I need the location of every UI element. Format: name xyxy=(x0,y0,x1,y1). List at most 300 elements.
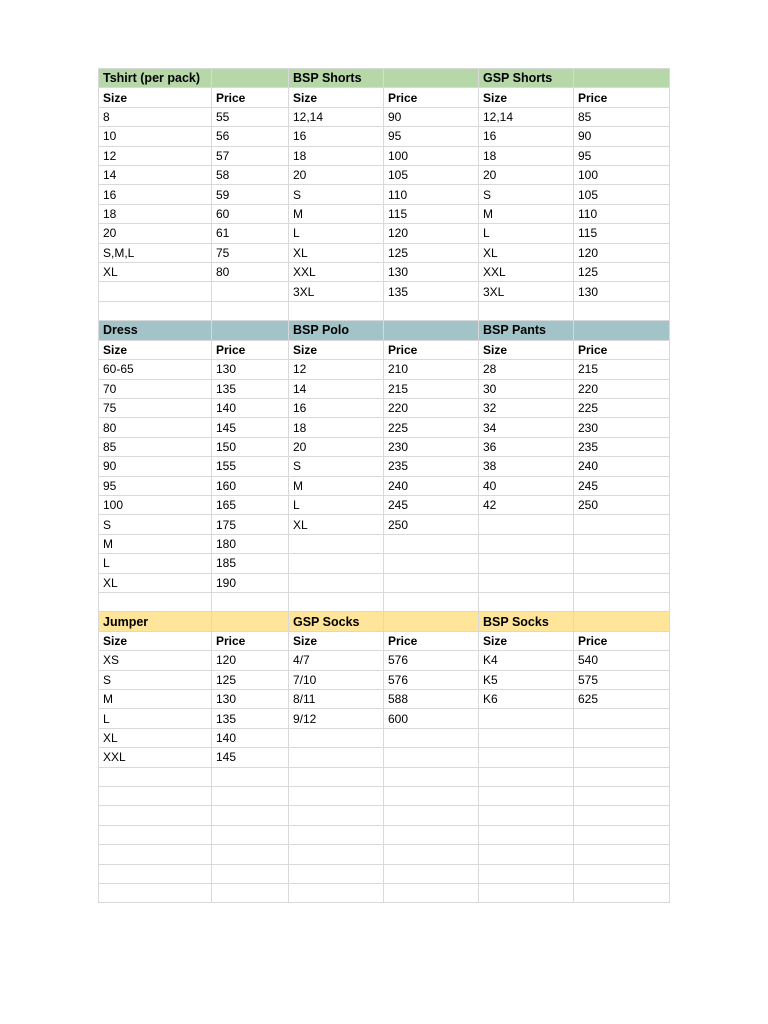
size-cell[interactable]: XL xyxy=(99,728,212,747)
size-cell[interactable]: K4 xyxy=(479,651,574,670)
empty-cell[interactable] xyxy=(479,592,574,611)
empty-cell[interactable] xyxy=(479,534,574,553)
empty-cell[interactable] xyxy=(99,825,212,844)
size-cell[interactable]: S xyxy=(479,185,574,204)
empty-cell[interactable] xyxy=(289,787,384,806)
price-cell[interactable]: 230 xyxy=(384,437,479,456)
price-cell[interactable]: 120 xyxy=(384,224,479,243)
price-cell[interactable]: 576 xyxy=(384,670,479,689)
price-cell[interactable]: 245 xyxy=(574,476,670,495)
empty-row xyxy=(99,787,670,806)
empty-cell[interactable] xyxy=(479,845,574,864)
price-column-header[interactable]: Price xyxy=(212,88,289,107)
empty-cell[interactable] xyxy=(212,282,289,301)
size-cell[interactable]: 95 xyxy=(99,476,212,495)
size-cell[interactable]: M xyxy=(99,534,212,553)
price-cell[interactable]: 155 xyxy=(212,457,289,476)
size-cell[interactable]: XXL xyxy=(479,263,574,282)
category-header-fill-cell[interactable] xyxy=(212,69,289,88)
price-cell[interactable]: 140 xyxy=(212,728,289,747)
price-column-header[interactable]: Price xyxy=(212,340,289,359)
table-row xyxy=(99,360,670,379)
table-row xyxy=(99,166,670,185)
price-cell[interactable]: 90 xyxy=(384,107,479,126)
empty-cell[interactable] xyxy=(289,534,384,553)
empty-cell[interactable] xyxy=(289,806,384,825)
size-cell[interactable]: 14 xyxy=(289,379,384,398)
table-row xyxy=(99,515,670,534)
price-cell[interactable]: 250 xyxy=(574,495,670,514)
price-cell[interactable]: 120 xyxy=(212,651,289,670)
empty-cell[interactable] xyxy=(212,787,289,806)
price-cell[interactable]: 135 xyxy=(212,379,289,398)
size-cell[interactable]: XXL xyxy=(289,263,384,282)
empty-cell[interactable] xyxy=(212,592,289,611)
size-cell[interactable]: 9/12 xyxy=(289,709,384,728)
size-cell[interactable]: 12,14 xyxy=(289,107,384,126)
spacer-row xyxy=(99,592,670,611)
price-cell[interactable]: 130 xyxy=(212,690,289,709)
empty-cell[interactable] xyxy=(212,767,289,786)
category-header-fill-cell[interactable] xyxy=(574,321,670,340)
category-title-cell[interactable]: Dress xyxy=(99,321,212,340)
price-cell[interactable]: 175 xyxy=(212,515,289,534)
empty-cell[interactable] xyxy=(384,825,479,844)
size-cell[interactable]: 100 xyxy=(99,495,212,514)
column-label-row xyxy=(99,631,670,650)
size-cell[interactable]: M xyxy=(479,204,574,223)
category-header-row xyxy=(99,321,670,340)
price-cell[interactable]: 60 xyxy=(212,204,289,223)
size-cell[interactable]: XL xyxy=(289,243,384,262)
empty-cell[interactable] xyxy=(289,554,384,573)
size-cell[interactable]: 18 xyxy=(289,146,384,165)
empty-cell[interactable] xyxy=(479,709,574,728)
category-header-fill-cell[interactable] xyxy=(212,612,289,631)
price-cell[interactable]: 215 xyxy=(574,360,670,379)
size-cell[interactable]: XXL xyxy=(99,748,212,767)
price-cell[interactable]: 120 xyxy=(574,243,670,262)
size-cell[interactable]: 10 xyxy=(99,127,212,146)
price-cell[interactable]: 95 xyxy=(574,146,670,165)
size-column-header[interactable]: Size xyxy=(99,340,212,359)
size-cell[interactable]: S xyxy=(99,670,212,689)
empty-cell[interactable] xyxy=(384,787,479,806)
size-cell[interactable]: K5 xyxy=(479,670,574,689)
empty-cell[interactable] xyxy=(574,767,670,786)
category-header-row xyxy=(99,69,670,88)
price-cell[interactable]: 145 xyxy=(212,748,289,767)
price-cell[interactable]: 135 xyxy=(212,709,289,728)
price-cell[interactable]: 130 xyxy=(212,360,289,379)
empty-cell[interactable] xyxy=(99,864,212,883)
empty-cell[interactable] xyxy=(384,534,479,553)
table-row xyxy=(99,204,670,223)
empty-cell[interactable] xyxy=(384,728,479,747)
size-cell[interactable]: M xyxy=(289,204,384,223)
size-cell[interactable]: L xyxy=(289,495,384,514)
empty-cell[interactable] xyxy=(384,573,479,592)
table-row xyxy=(99,379,670,398)
price-cell[interactable]: 110 xyxy=(384,185,479,204)
empty-cell[interactable] xyxy=(384,884,479,903)
table-row xyxy=(99,398,670,417)
table-row xyxy=(99,224,670,243)
price-cell[interactable]: 95 xyxy=(384,127,479,146)
category-title-cell[interactable]: Tshirt (per pack) xyxy=(99,69,212,88)
price-sheet xyxy=(98,68,670,903)
category-title-cell[interactable]: BSP Socks xyxy=(479,612,574,631)
empty-cell[interactable] xyxy=(384,748,479,767)
empty-cell[interactable] xyxy=(479,864,574,883)
price-cell[interactable]: 145 xyxy=(212,418,289,437)
empty-cell[interactable] xyxy=(384,554,479,573)
price-cell[interactable]: 240 xyxy=(384,476,479,495)
empty-cell[interactable] xyxy=(99,787,212,806)
price-cell[interactable]: 57 xyxy=(212,146,289,165)
price-cell[interactable]: 100 xyxy=(384,146,479,165)
empty-cell[interactable] xyxy=(384,767,479,786)
empty-cell[interactable] xyxy=(289,845,384,864)
price-column-header[interactable]: Price xyxy=(574,340,670,359)
size-column-header[interactable]: Size xyxy=(479,88,574,107)
price-cell[interactable]: 59 xyxy=(212,185,289,204)
price-column-header[interactable]: Price xyxy=(212,631,289,650)
price-cell[interactable]: 165 xyxy=(212,495,289,514)
table-row xyxy=(99,476,670,495)
price-cell[interactable]: 56 xyxy=(212,127,289,146)
empty-cell[interactable] xyxy=(99,301,212,320)
size-column-header[interactable]: Size xyxy=(479,631,574,650)
price-cell[interactable]: 235 xyxy=(384,457,479,476)
size-cell[interactable]: 80 xyxy=(99,418,212,437)
table-row xyxy=(99,690,670,709)
empty-row xyxy=(99,825,670,844)
category-title-cell[interactable]: GSP Shorts xyxy=(479,69,574,88)
empty-cell[interactable] xyxy=(574,825,670,844)
price-cell[interactable]: 190 xyxy=(212,573,289,592)
size-column-header[interactable]: Size xyxy=(289,340,384,359)
empty-row xyxy=(99,767,670,786)
price-cell[interactable]: 160 xyxy=(212,476,289,495)
table-row xyxy=(99,282,670,301)
price-cell[interactable]: 225 xyxy=(574,398,670,417)
empty-cell[interactable] xyxy=(212,845,289,864)
size-cell[interactable]: 38 xyxy=(479,457,574,476)
empty-cell[interactable] xyxy=(212,806,289,825)
table-row xyxy=(99,748,670,767)
price-cell[interactable]: 90 xyxy=(574,127,670,146)
size-cell[interactable]: 30 xyxy=(479,379,574,398)
empty-cell[interactable] xyxy=(479,787,574,806)
empty-cell[interactable] xyxy=(479,728,574,747)
price-cell[interactable]: 225 xyxy=(384,418,479,437)
size-cell[interactable]: 28 xyxy=(479,360,574,379)
table-row xyxy=(99,651,670,670)
table-row xyxy=(99,670,670,689)
empty-cell[interactable] xyxy=(574,515,670,534)
price-cell[interactable]: 85 xyxy=(574,107,670,126)
empty-cell[interactable] xyxy=(574,592,670,611)
size-cell[interactable]: S,M,L xyxy=(99,243,212,262)
size-cell[interactable]: 8 xyxy=(99,107,212,126)
table-row xyxy=(99,495,670,514)
size-cell[interactable]: 85 xyxy=(99,437,212,456)
empty-cell[interactable] xyxy=(574,301,670,320)
price-cell[interactable]: 180 xyxy=(212,534,289,553)
empty-cell[interactable] xyxy=(289,884,384,903)
size-cell[interactable]: 16 xyxy=(289,127,384,146)
empty-cell[interactable] xyxy=(289,864,384,883)
price-cell[interactable]: 80 xyxy=(212,263,289,282)
size-cell[interactable]: 16 xyxy=(99,185,212,204)
size-column-header[interactable]: Size xyxy=(479,340,574,359)
empty-cell[interactable] xyxy=(574,728,670,747)
price-cell[interactable]: 125 xyxy=(384,243,479,262)
table-row xyxy=(99,243,670,262)
table-row xyxy=(99,534,670,553)
category-title-cell[interactable]: Jumper xyxy=(99,612,212,631)
size-cell[interactable]: M xyxy=(99,690,212,709)
size-cell[interactable]: 20 xyxy=(289,437,384,456)
empty-cell[interactable] xyxy=(99,282,212,301)
table-row xyxy=(99,418,670,437)
empty-cell[interactable] xyxy=(212,884,289,903)
empty-cell[interactable] xyxy=(289,301,384,320)
price-cell[interactable]: 105 xyxy=(384,166,479,185)
size-cell[interactable]: 18 xyxy=(99,204,212,223)
price-cell[interactable]: 115 xyxy=(384,204,479,223)
size-cell[interactable]: 75 xyxy=(99,398,212,417)
category-title-cell[interactable]: BSP Shorts xyxy=(289,69,384,88)
empty-cell[interactable] xyxy=(574,806,670,825)
size-cell[interactable]: L xyxy=(289,224,384,243)
price-cell[interactable]: 210 xyxy=(384,360,479,379)
empty-cell[interactable] xyxy=(384,806,479,825)
size-cell[interactable]: 60-65 xyxy=(99,360,212,379)
size-cell[interactable]: 12 xyxy=(99,146,212,165)
empty-cell[interactable] xyxy=(289,728,384,747)
size-cell[interactable]: 20 xyxy=(99,224,212,243)
price-cell[interactable]: 100 xyxy=(574,166,670,185)
table-row xyxy=(99,457,670,476)
size-cell[interactable]: 3XL xyxy=(289,282,384,301)
price-cell[interactable]: 600 xyxy=(384,709,479,728)
price-cell[interactable]: 575 xyxy=(574,670,670,689)
price-column-header[interactable]: Price xyxy=(384,631,479,650)
empty-cell[interactable] xyxy=(289,573,384,592)
price-column-header[interactable]: Price xyxy=(384,88,479,107)
empty-cell[interactable] xyxy=(212,825,289,844)
size-cell[interactable]: S xyxy=(289,185,384,204)
column-label-row xyxy=(99,340,670,359)
empty-cell[interactable] xyxy=(479,748,574,767)
size-cell[interactable]: M xyxy=(289,476,384,495)
empty-cell[interactable] xyxy=(99,806,212,825)
table-row xyxy=(99,127,670,146)
size-column-header[interactable]: Size xyxy=(99,631,212,650)
price-cell[interactable]: 55 xyxy=(212,107,289,126)
empty-cell[interactable] xyxy=(384,845,479,864)
empty-cell[interactable] xyxy=(574,845,670,864)
size-cell[interactable]: 20 xyxy=(479,166,574,185)
size-column-header[interactable]: Size xyxy=(289,88,384,107)
size-cell[interactable]: 8/11 xyxy=(289,690,384,709)
price-cell[interactable]: 140 xyxy=(212,398,289,417)
size-cell[interactable]: L xyxy=(99,554,212,573)
size-cell[interactable]: XL xyxy=(479,243,574,262)
table-row xyxy=(99,437,670,456)
price-column-header[interactable]: Price xyxy=(574,631,670,650)
size-cell[interactable]: XL xyxy=(99,263,212,282)
size-cell[interactable]: 20 xyxy=(289,166,384,185)
price-cell[interactable]: 130 xyxy=(574,282,670,301)
empty-cell[interactable] xyxy=(99,767,212,786)
empty-cell[interactable] xyxy=(479,301,574,320)
size-cell[interactable]: S xyxy=(289,457,384,476)
empty-row xyxy=(99,864,670,883)
table-row xyxy=(99,146,670,165)
price-cell[interactable]: 240 xyxy=(574,457,670,476)
price-cell[interactable]: 150 xyxy=(212,437,289,456)
empty-cell[interactable] xyxy=(212,864,289,883)
size-cell[interactable]: 90 xyxy=(99,457,212,476)
price-cell[interactable]: 61 xyxy=(212,224,289,243)
size-cell[interactable]: 36 xyxy=(479,437,574,456)
table-row xyxy=(99,185,670,204)
empty-cell[interactable] xyxy=(479,554,574,573)
size-cell[interactable]: K6 xyxy=(479,690,574,709)
empty-cell[interactable] xyxy=(574,884,670,903)
size-column-header[interactable]: Size xyxy=(99,88,212,107)
empty-cell[interactable] xyxy=(574,554,670,573)
size-cell[interactable]: 40 xyxy=(479,476,574,495)
size-cell[interactable]: 42 xyxy=(479,495,574,514)
size-cell[interactable]: 7/10 xyxy=(289,670,384,689)
price-cell[interactable]: 110 xyxy=(574,204,670,223)
price-cell[interactable]: 125 xyxy=(574,263,670,282)
size-cell[interactable]: L xyxy=(99,709,212,728)
category-title-cell[interactable]: BSP Polo xyxy=(289,321,384,340)
price-cell[interactable]: 588 xyxy=(384,690,479,709)
empty-cell[interactable] xyxy=(384,864,479,883)
price-cell[interactable]: 540 xyxy=(574,651,670,670)
table-row xyxy=(99,263,670,282)
empty-row xyxy=(99,806,670,825)
price-cell[interactable]: 115 xyxy=(574,224,670,243)
empty-cell[interactable] xyxy=(574,748,670,767)
category-header-fill-cell[interactable] xyxy=(574,69,670,88)
empty-cell[interactable] xyxy=(479,806,574,825)
price-cell[interactable]: 185 xyxy=(212,554,289,573)
price-cell[interactable]: 105 xyxy=(574,185,670,204)
empty-cell[interactable] xyxy=(574,864,670,883)
table-row xyxy=(99,573,670,592)
empty-cell[interactable] xyxy=(479,825,574,844)
price-cell[interactable]: 75 xyxy=(212,243,289,262)
size-cell[interactable]: 14 xyxy=(99,166,212,185)
category-title-cell[interactable]: GSP Socks xyxy=(289,612,384,631)
category-header-row xyxy=(99,612,670,631)
size-cell[interactable]: 18 xyxy=(479,146,574,165)
empty-cell[interactable] xyxy=(574,534,670,553)
empty-cell[interactable] xyxy=(479,573,574,592)
price-cell[interactable]: 58 xyxy=(212,166,289,185)
size-cell[interactable]: 18 xyxy=(289,418,384,437)
category-header-fill-cell[interactable] xyxy=(212,321,289,340)
size-cell[interactable]: XS xyxy=(99,651,212,670)
category-title-cell[interactable]: BSP Pants xyxy=(479,321,574,340)
table-row xyxy=(99,709,670,728)
empty-cell[interactable] xyxy=(384,592,479,611)
empty-row xyxy=(99,845,670,864)
price-cell[interactable]: 235 xyxy=(574,437,670,456)
table-row xyxy=(99,107,670,126)
size-cell[interactable]: 70 xyxy=(99,379,212,398)
category-header-fill-cell[interactable] xyxy=(384,321,479,340)
table-row xyxy=(99,728,670,747)
price-cell[interactable]: 250 xyxy=(384,515,479,534)
table-row xyxy=(99,554,670,573)
size-cell[interactable]: 12,14 xyxy=(479,107,574,126)
empty-cell[interactable] xyxy=(212,301,289,320)
size-cell[interactable]: 32 xyxy=(479,398,574,417)
size-cell[interactable]: 12 xyxy=(289,360,384,379)
empty-cell[interactable] xyxy=(289,592,384,611)
price-cell[interactable]: 130 xyxy=(384,263,479,282)
empty-cell[interactable] xyxy=(289,748,384,767)
empty-cell[interactable] xyxy=(479,515,574,534)
price-cell[interactable]: 220 xyxy=(574,379,670,398)
size-cell[interactable]: S xyxy=(99,515,212,534)
price-cell[interactable]: 215 xyxy=(384,379,479,398)
empty-cell[interactable] xyxy=(384,301,479,320)
size-column-header[interactable]: Size xyxy=(289,631,384,650)
price-cell[interactable]: 230 xyxy=(574,418,670,437)
size-cell[interactable]: XL xyxy=(99,573,212,592)
category-header-fill-cell[interactable] xyxy=(384,612,479,631)
size-cell[interactable]: 3XL xyxy=(479,282,574,301)
price-cell[interactable]: 220 xyxy=(384,398,479,417)
size-cell[interactable]: XL xyxy=(289,515,384,534)
spacer-row xyxy=(99,301,670,320)
empty-cell[interactable] xyxy=(479,884,574,903)
price-cell[interactable]: 625 xyxy=(574,690,670,709)
price-column-header[interactable]: Price xyxy=(384,340,479,359)
size-cell[interactable]: L xyxy=(479,224,574,243)
category-header-fill-cell[interactable] xyxy=(384,69,479,88)
empty-cell[interactable] xyxy=(574,787,670,806)
empty-cell[interactable] xyxy=(289,825,384,844)
category-header-fill-cell[interactable] xyxy=(574,612,670,631)
price-column-header[interactable]: Price xyxy=(574,88,670,107)
empty-cell[interactable] xyxy=(99,884,212,903)
empty-cell[interactable] xyxy=(479,767,574,786)
price-cell[interactable]: 125 xyxy=(212,670,289,689)
size-cell[interactable]: 4/7 xyxy=(289,651,384,670)
size-cell[interactable]: 34 xyxy=(479,418,574,437)
price-cell[interactable]: 245 xyxy=(384,495,479,514)
price-cell[interactable]: 135 xyxy=(384,282,479,301)
size-cell[interactable]: 16 xyxy=(289,398,384,417)
empty-cell[interactable] xyxy=(99,592,212,611)
price-cell[interactable]: 576 xyxy=(384,651,479,670)
size-cell[interactable]: 16 xyxy=(479,127,574,146)
empty-cell[interactable] xyxy=(99,845,212,864)
empty-cell[interactable] xyxy=(574,709,670,728)
empty-cell[interactable] xyxy=(574,573,670,592)
empty-cell[interactable] xyxy=(289,767,384,786)
